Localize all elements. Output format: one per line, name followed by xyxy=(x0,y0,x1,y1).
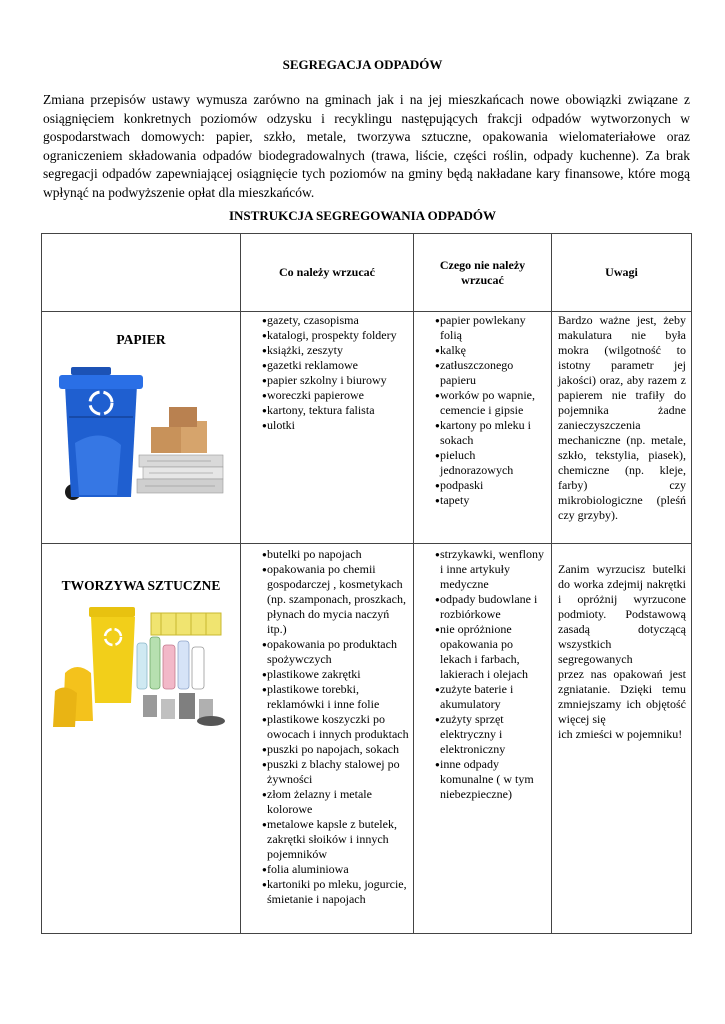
intro-paragraph: Zmiana przepisów ustawy wymusza zarówno na gminach jak i na jej mieszkańcach nowe obowiązki związane z osiągnięciem konkretnych poziomów odzysku i recyklingu następujących frakcji odpadów wytworzonych w gospodarstwach domowych: papier, szkło, metale, tworzywa sztuczne, opakowania wielomateriałowe oraz ograniczeniem składowania odpadów biodegradowalnych (trawa, liście, części roślin, odpady kuchenne). Za brak segregacji odpadów zapewniającej osiągnięcie tych poziomów na gminy będą nakładane kary finansowe, które mogą wpłynąć na podwyższenie opłat dla mieszkańców. xyxy=(43,92,690,200)
header-empty-cell xyxy=(42,234,241,312)
table-header-row xyxy=(42,234,692,312)
allowed-list xyxy=(241,544,413,907)
list-item: ● plastikowe torebki, reklamówki i inne folie xyxy=(267,682,409,712)
list-item: ● książki, zeszyty xyxy=(267,343,409,358)
list-item: ● puszki po napojach, sokach xyxy=(267,742,409,757)
list-item: ● inne odpady komunalne ( w tym niebezpieczne) xyxy=(440,757,547,802)
notes-cell xyxy=(552,544,692,934)
list-item: ● opakowania po produktach spożywczych xyxy=(267,637,409,667)
list-item: ● butelki po napojach xyxy=(267,547,409,562)
yellow-bin-plastics-illustration-icon xyxy=(51,603,231,733)
list-item: ● woreczki papierowe xyxy=(267,388,409,403)
list-item: ● papier szkolny i biurowy xyxy=(267,373,409,388)
page-title: SEGREGACJA ODPADÓW xyxy=(282,57,443,72)
list-item: ● plastikowe koszyczki po owocach i innych produktach xyxy=(267,712,409,742)
list-item: ● kartony po mleku i sokach xyxy=(440,418,547,448)
list-item: ● tapety xyxy=(440,493,547,508)
list-item: ● gazety, czasopisma xyxy=(267,313,409,328)
list-item: ● podpaski xyxy=(440,478,547,493)
category-name: TWORZYWA SZTUCZNE xyxy=(61,578,221,593)
notes-text: Bardzo ważne jest, żeby makulatura nie była mokra (wilgotność to istotny parametr jej jakości) oraz, aby razem z papierem nie trafiły do pojemnika żadne zanieczyszczenia mechaniczne (np. metale, szkło, tekstylia, piasek), chemiczne (np. kleje, farby) czy mikrobiologiczne (pleśń czy grzyby). xyxy=(558,313,686,522)
list-item: ● papier powlekany folią xyxy=(440,313,547,343)
notes-cell xyxy=(552,312,692,544)
list-item: ● puszki z blachy stalowej po żywności xyxy=(267,757,409,787)
category-cell xyxy=(42,312,241,544)
list-item: ● strzykawki, wenflony i inne artykuły medyczne xyxy=(440,547,547,592)
list-item: ● gazetki reklamowe xyxy=(267,358,409,373)
category-name: PAPIER xyxy=(116,332,166,347)
not-allowed-list xyxy=(414,312,551,508)
list-item: ● odpady budowlane i rozbiórkowe xyxy=(440,592,547,622)
list-item: ● folia aluminiowa xyxy=(267,862,409,877)
not-allowed-cell xyxy=(414,544,552,934)
list-item: ● kartoniki po mleku, jogurcie, śmietanie i napojach xyxy=(267,877,409,907)
list-item: ● nie opróżnione opakowania po lekach i farbach, lakierach i olejach xyxy=(440,622,547,682)
table-row-plastics xyxy=(42,544,692,934)
list-item: ● opakowania po chemii gospodarczej , kosmetykach (np. szamponach, proszkach, płynach do mycia naczyń itp.) xyxy=(267,562,409,637)
header-notes: Uwagi xyxy=(552,234,692,312)
segregation-table xyxy=(41,233,692,934)
list-item: ● zużyte baterie i akumulatory xyxy=(440,682,547,712)
table-row-paper xyxy=(42,312,692,544)
blue-bin-paper-illustration-icon xyxy=(51,357,231,507)
list-item: ● plastikowe zakrętki xyxy=(267,667,409,682)
list-item: ● kalkę xyxy=(440,343,547,358)
list-item: ● zatłuszczonego papieru xyxy=(440,358,547,388)
list-item: ● worków po wapnie, cemencie i gipsie xyxy=(440,388,547,418)
list-item: ● katalogi, prospekty foldery xyxy=(267,328,409,343)
list-item: ● zużyty sprzęt elektryczny i elektroniczny xyxy=(440,712,547,757)
allowed-cell xyxy=(241,544,414,934)
not-allowed-list xyxy=(414,544,551,802)
header-not-allowed: Czego nie należy wrzucać xyxy=(414,234,552,312)
list-item: ● ulotki xyxy=(267,418,409,433)
list-item: ● metalowe kapsle z butelek, zakrętki słoików i innych pojemników xyxy=(267,817,409,862)
category-cell xyxy=(42,544,241,934)
notes-text: Zanim wyrzucisz butelki do worka zdejmij nakrętki i opróżnij wyrzucone podmioty. Podstawową zasadą dotyczącą wszystkich segregowanych przez nas opakowań jest zgniatanie. Dzięki temu zmniejszamy ich objętość więcej się ich zmieści w pojemniku! xyxy=(558,562,686,741)
table-title: INSTRUKCJA SEGREGOWANIA ODPADÓW xyxy=(228,208,497,223)
not-allowed-cell xyxy=(414,312,552,544)
allowed-cell xyxy=(241,312,414,544)
list-item: ● pieluch jednorazowych xyxy=(440,448,547,478)
header-allowed: Co należy wrzucać xyxy=(241,234,414,312)
list-item: ● kartony, tektura falista xyxy=(267,403,409,418)
list-item: ● złom żelazny i metale kolorowe xyxy=(267,787,409,817)
allowed-list xyxy=(241,312,413,433)
